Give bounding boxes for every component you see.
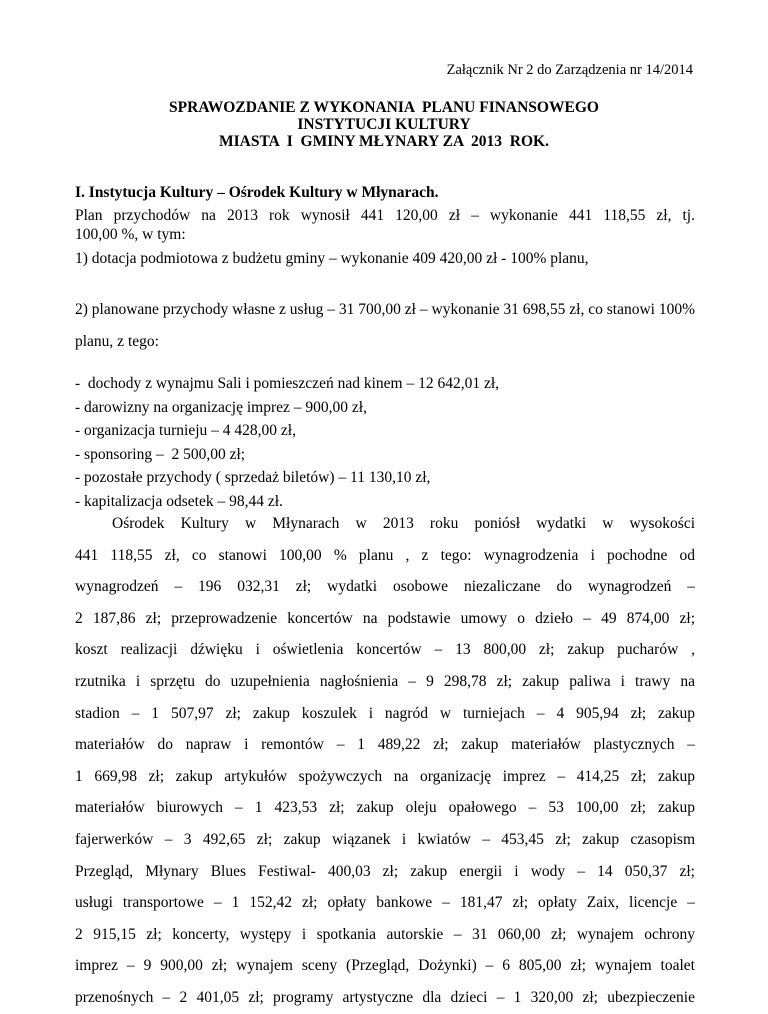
report-title: [0, 99, 768, 150]
list-item: - organizacja turnieju – 4 428,00 zł,: [75, 422, 296, 439]
income-breakdown-list: [75, 372, 499, 513]
title-line: SPRAWOZDANIE Z WYKONANIA PLANU FINANSOWEGO: [169, 99, 599, 116]
text-line: fajerwerków – 3 492,65 zł; zakup wiązanek i kwiatów – 453,45 zł; zakup czasopism: [75, 830, 695, 848]
list-item: - dochody z wynajmu Sali i pomieszczeń nad kinem – 12 642,01 zł,: [75, 375, 500, 392]
income-item-2: 2) planowane przychody własne z usług – 31 700,00 zł – wykonanie 31 698,55 zł, co stanowi 100% planu, z tego:: [75, 301, 695, 350]
text-line: stadion – 1 507,97 zł; zakup koszulek i nagród w turniejach – 4 905,94 zł; zakup: [75, 704, 695, 722]
text-line: imprez – 9 900,00 zł; wynajem sceny (Przegląd, Dożynki) – 6 805,00 zł; wynajem toalet: [75, 957, 695, 975]
title-line: INSTYTUCJI KULTURY: [297, 116, 471, 133]
text-line: wynagrodzeń – 196 032,31 zł; wydatki osobowe niezaliczane do wynagrodzeń –: [75, 578, 695, 596]
text-line: materiałów biurowych – 1 423,53 zł; zakup oleju opałowego – 53 100,00 zł; zakup: [75, 799, 695, 817]
section-heading: I. Instytucja Kultury – Ośrodek Kultury w Młynarach.: [75, 184, 439, 201]
plan-paragraph: [75, 206, 695, 244]
text-line: 2 187,86 zł; przeprowadzenie koncertów na podstawie umowy o dzieło – 49 874,00 zł;: [75, 609, 695, 627]
expenses-paragraph: [75, 508, 695, 1014]
text-line: koszt realizacji dźwięku i oświetlenia koncertów – 13 800,00 zł; zakup pucharów ,: [75, 641, 695, 659]
plan-line: 100,00 %, w tym:: [75, 226, 186, 243]
list-item: - kapitalizacja odsetek – 98,44 zł.: [75, 492, 283, 510]
list-item: - darowizny na organizację imprez – 900,00 zł,: [75, 398, 367, 416]
text-line: usługi transportowe – 1 152,42 zł; opłaty bankowe – 181,47 zł; opłaty Zaix, licencje –: [75, 894, 695, 912]
text-line: materiałów do napraw i remontów – 1 489,22 zł; zakup materiałów plastycznych –: [75, 736, 695, 754]
text-line: przenośnych – 2 401,05 zł; programy artystyczne dla dzieci – 1 320,00 zł; ubezpieczenie: [75, 988, 695, 1006]
title-line: MIASTA I GMINY MŁYNARY ZA 2013 ROK.: [219, 133, 549, 150]
text-line: 2 915,15 zł; koncerty, występy i spotkania autorskie – 31 060,00 zł; wynajem ochrony: [75, 925, 695, 943]
text-line: 441 118,55 zł, co stanowi 100,00 % planu , z tego: wynagrodzenia i pochodne od: [75, 546, 695, 564]
list-item: - pozostałe przychody ( sprzedaż biletów) – 11 130,10 zł,: [75, 469, 431, 486]
income-item-1: 1) dotacja podmiotowa z budżetu gminy – wykonanie 409 420,00 zł - 100% planu,: [75, 250, 589, 267]
text-line: 1 669,98 zł; zakup artykułów spożywczych na organizację imprez – 414,25 zł; zakup: [75, 767, 695, 785]
text-line: Przegląd, Młynary Blues Festiwal- 400,03 zł; zakup energii i wody – 14 050,37 zł;: [75, 862, 695, 880]
attachment-note: Załącznik Nr 2 do Zarządzenia nr 14/2014: [446, 62, 693, 78]
plan-line: Plan przychodów na 2013 rok wynosił 441 120,00 zł – wykonanie 441 118,55 zł, tj.: [75, 207, 695, 224]
text-line: Ośrodek Kultury w Młynarach w 2013 roku poniósł wydatki w wysokości: [112, 515, 695, 532]
list-item: - sponsoring – 2 500,00 zł;: [75, 445, 246, 463]
text-line: rzutnika i sprzętu do uzupełnienia nagłośnienia – 9 298,78 zł; zakup paliwa i trawy na: [75, 672, 695, 690]
